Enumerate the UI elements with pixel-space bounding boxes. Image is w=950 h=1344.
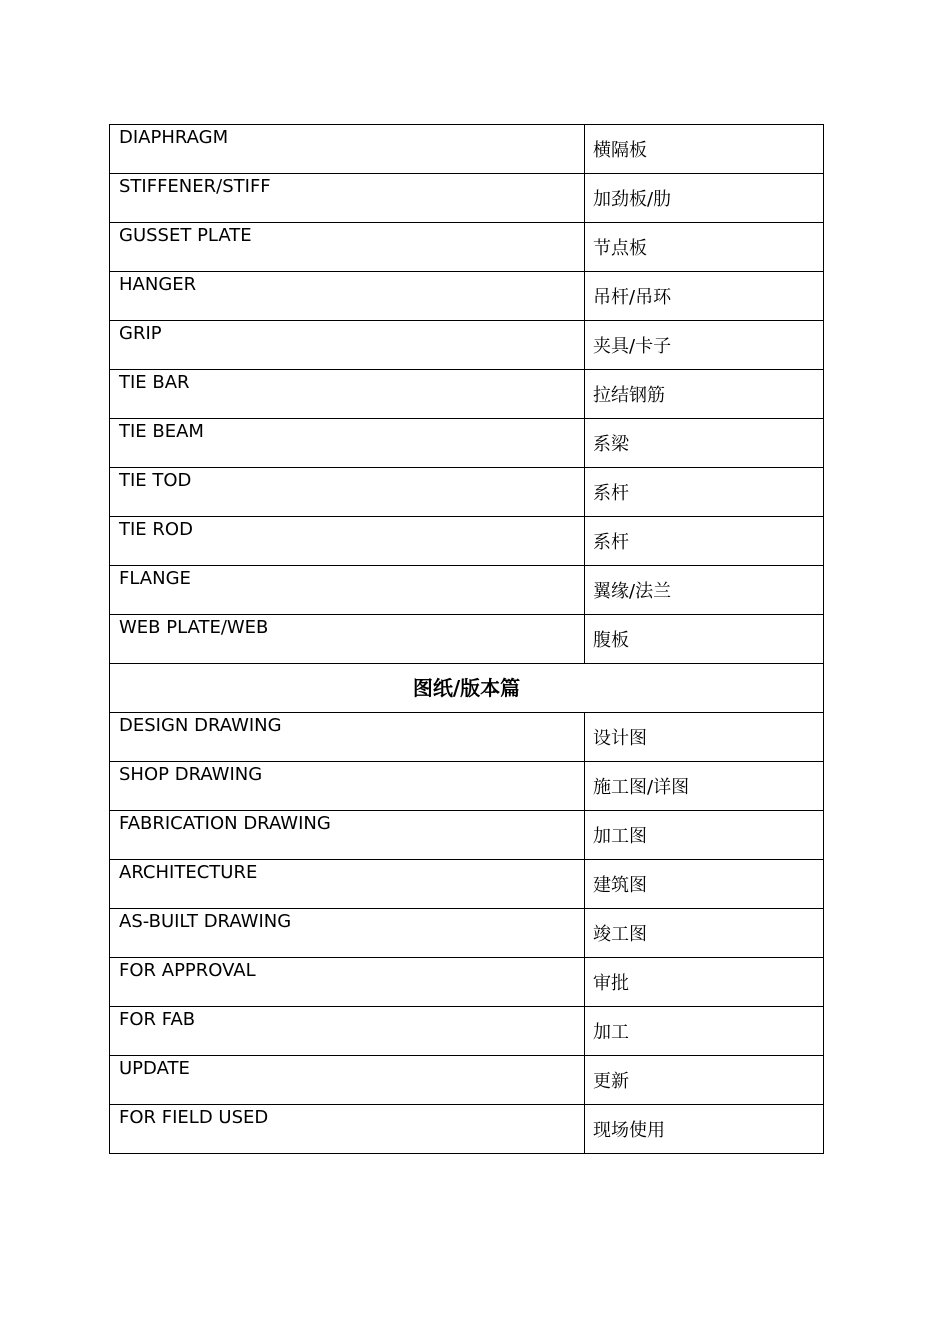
english-term: FOR FAB — [110, 1007, 585, 1056]
table-row — [110, 272, 824, 321]
table-row — [110, 615, 824, 664]
glossary-table — [109, 124, 824, 1154]
table-row — [110, 762, 824, 811]
table-row — [110, 517, 824, 566]
english-term: SHOP DRAWING — [110, 762, 585, 811]
chinese-term: 审批 — [585, 958, 824, 1007]
chinese-term: 腹板 — [585, 615, 824, 664]
english-term: DIAPHRAGM — [110, 125, 585, 174]
table-row — [110, 713, 824, 762]
english-term: FLANGE — [110, 566, 585, 615]
table-row — [110, 1105, 824, 1154]
english-term: FOR APPROVAL — [110, 958, 585, 1007]
chinese-term: 系杆 — [585, 517, 824, 566]
english-term: GRIP — [110, 321, 585, 370]
table-row — [110, 811, 824, 860]
chinese-term: 现场使用 — [585, 1105, 824, 1154]
chinese-term: 吊杆/吊环 — [585, 272, 824, 321]
english-term: AS-BUILT DRAWING — [110, 909, 585, 958]
chinese-term: 施工图/详图 — [585, 762, 824, 811]
chinese-term: 加工图 — [585, 811, 824, 860]
table-row — [110, 370, 824, 419]
chinese-term: 翼缘/法兰 — [585, 566, 824, 615]
table-row — [110, 419, 824, 468]
english-term: UPDATE — [110, 1056, 585, 1105]
chinese-term: 节点板 — [585, 223, 824, 272]
chinese-term: 竣工图 — [585, 909, 824, 958]
english-term: HANGER — [110, 272, 585, 321]
table-row — [110, 125, 824, 174]
chinese-term: 建筑图 — [585, 860, 824, 909]
table-row — [110, 223, 824, 272]
table-row — [110, 321, 824, 370]
table-row — [110, 566, 824, 615]
table-row — [110, 860, 824, 909]
chinese-term: 加工 — [585, 1007, 824, 1056]
chinese-term: 设计图 — [585, 713, 824, 762]
english-term: STIFFENER/STIFF — [110, 174, 585, 223]
table-row — [110, 909, 824, 958]
english-term: TIE BEAM — [110, 419, 585, 468]
table-row — [110, 1056, 824, 1105]
chinese-term: 加劲板/肋 — [585, 174, 824, 223]
section-title: 图纸/版本篇 — [110, 664, 824, 713]
english-term: TIE TOD — [110, 468, 585, 517]
english-term: TIE ROD — [110, 517, 585, 566]
table-row — [110, 174, 824, 223]
table-row — [110, 1007, 824, 1056]
english-term: WEB PLATE/WEB — [110, 615, 585, 664]
english-term: DESIGN DRAWING — [110, 713, 585, 762]
english-term: FOR FIELD USED — [110, 1105, 585, 1154]
chinese-term: 系梁 — [585, 419, 824, 468]
english-term: ARCHITECTURE — [110, 860, 585, 909]
table-row — [110, 958, 824, 1007]
section-header-row — [110, 664, 824, 713]
chinese-term: 系杆 — [585, 468, 824, 517]
english-term: TIE BAR — [110, 370, 585, 419]
glossary-body — [110, 125, 824, 1154]
table-row — [110, 468, 824, 517]
chinese-term: 横隔板 — [585, 125, 824, 174]
chinese-term: 更新 — [585, 1056, 824, 1105]
english-term: GUSSET PLATE — [110, 223, 585, 272]
english-term: FABRICATION DRAWING — [110, 811, 585, 860]
chinese-term: 夹具/卡子 — [585, 321, 824, 370]
chinese-term: 拉结钢筋 — [585, 370, 824, 419]
